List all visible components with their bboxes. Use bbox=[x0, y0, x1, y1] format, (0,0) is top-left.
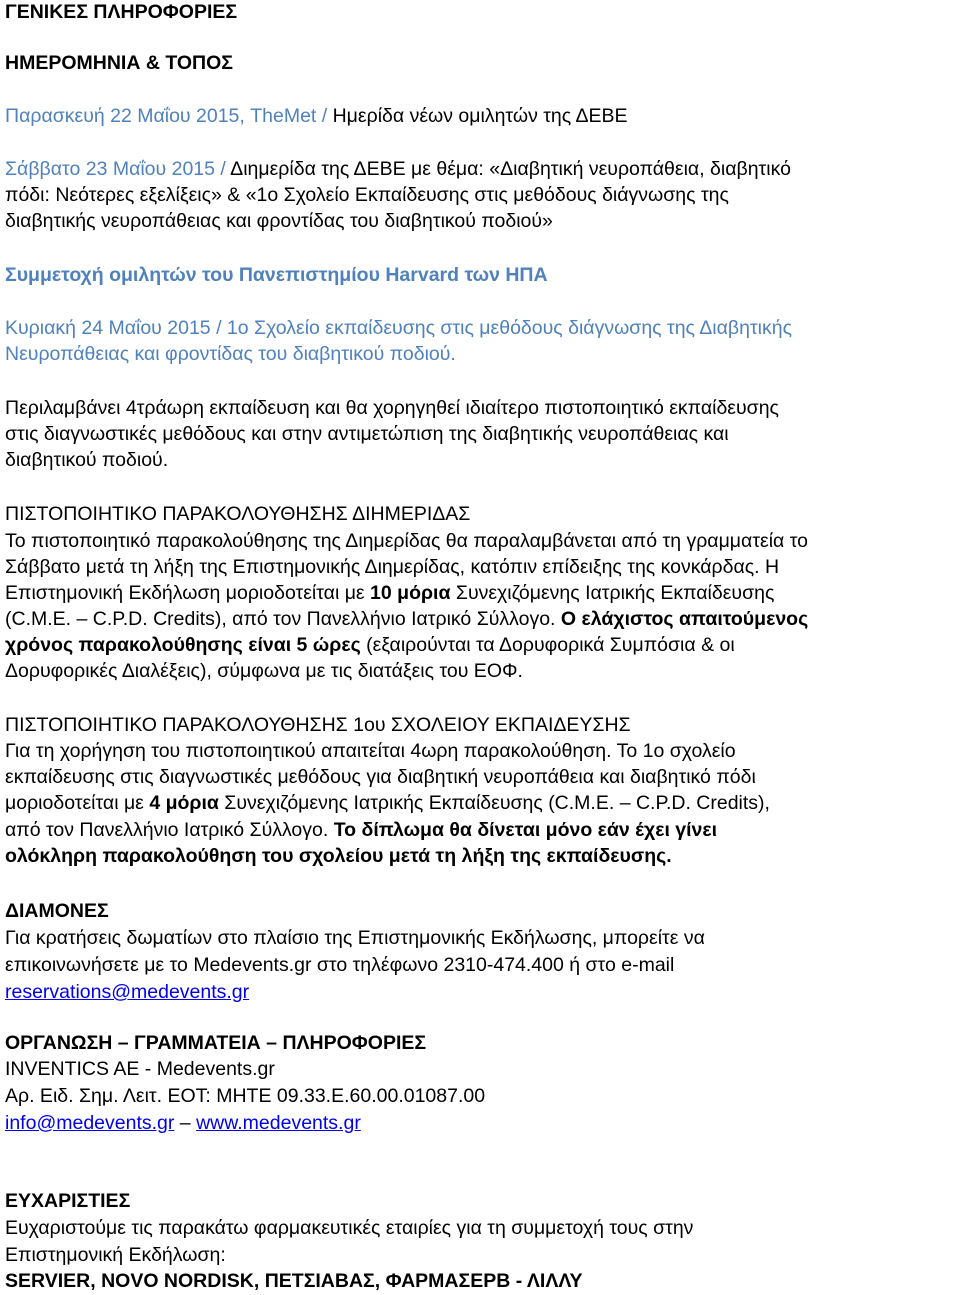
org-company: INVENTICS AE - Medevents.gr bbox=[5, 1058, 275, 1080]
heading-date-place: ΗΜΕΡΟΜΗΝΙΑ & ΤΟΠΟΣ bbox=[5, 52, 234, 74]
info-email-link[interactable]: info@medevents.gr bbox=[5, 1112, 175, 1134]
thanks-line-2: Επιστημονική Εκδήλωση: bbox=[5, 1244, 226, 1266]
stay-line-1: Για κρατήσεις δωματίων στο πλαίσιο της Επιστημονικής Εκδήλωσης, μπορείτε να bbox=[5, 927, 705, 949]
cert-school-line-3: μοριοδοτείται με 4 μόρια Συνεχιζόμενης Ιατρικής Εκπαίδευσης (C.M.E. – C.P.D. Credits), bbox=[5, 792, 770, 814]
includes-line-3: διαβητικού ποδιού. bbox=[5, 449, 169, 471]
cert-two-day-line-2: Σάββατο μετά τη λήξη της Επιστημονικής Διημερίδας, κατόπιν επίδειξης της κονκάρδας. Η bbox=[5, 556, 780, 578]
cert-school-line-2: εκπαίδευσης στις διαγνωστικές μεθόδους για διαβητική νευροπάθεια και διαβητικό πόδι bbox=[5, 766, 756, 788]
cert-two-day-line-3: Επιστημονική Εκδήλωση μοριοδοτείται με 10 μόρια Συνεχιζόμενης Ιατρικής Εκπαίδευσης bbox=[5, 582, 775, 604]
org-contact-line: info@medevents.gr – www.medevents.gr bbox=[5, 1112, 361, 1134]
cert-school-line-4: από τον Πανελλήνιο Ιατρικό Σύλλογο. Το δίπλωμα θα δίνεται μόνο εάν έχει γίνει bbox=[5, 819, 718, 841]
saturday-line-1: Σάββατο 23 Μαΐου 2015 / Διημερίδα της ΔΕΒΕ με θέμα: «Διαβητική νευροπάθεια, διαβητικό bbox=[5, 158, 791, 180]
saturday-line-3: διαβητικής νευροπάθειας και φροντίδας του διαβητικού ποδιού» bbox=[5, 210, 553, 232]
cert-two-day-line-1: Το πιστοποιητικό παρακολούθησης της Διημερίδας θα παραλαμβάνεται από τη γραμματεία το bbox=[5, 530, 809, 552]
cert-two-day-line-6: Δορυφορικές Διαλέξεις), σύμφωνα με τις διατάξεις του ΕΟΦ. bbox=[5, 660, 523, 682]
website-link[interactable]: www.medevents.gr bbox=[196, 1112, 361, 1134]
saturday-line-2: πόδι: Νεότερες εξελίξεις» & «1ο Σχολείο Εκπαίδευσης στις μεθόδους διάγνωσης της bbox=[5, 184, 729, 206]
sponsors-line: SERVIER, NOVO NORDISK, ΠΕΤΣΙΑΒΑΣ, ΦΑΡΜΑΣΕΡΒ - ΛΙΛΛΥ bbox=[5, 1270, 583, 1292]
heading-org: ΟΡΓΑΝΩΣΗ – ΓΡΑΜΜΑΤΕΙΑ – ΠΛΗΡΟΦΟΡΙΕΣ bbox=[5, 1032, 427, 1054]
friday-desc: Ημερίδα νέων ομιλητών της ΔΕΒΕ bbox=[327, 105, 628, 127]
org-license: Αρ. Ειδ. Σημ. Λειτ. ΕΟΤ: ΜΗΤΕ 09.33.Ε.60.00.01087.00 bbox=[5, 1085, 486, 1107]
stay-email-line bbox=[5, 979, 249, 1005]
thanks-line-1: Ευχαριστούμε τις παρακάτω φαρμακευτικές εταιρίες για τη συμμετοχή τους στην bbox=[5, 1217, 694, 1239]
stay-line-2: επικοινωνήσετε με το Medevents.gr στο τηλέφωνο 2310-474.400 ή στο e-mail bbox=[5, 954, 675, 976]
harvard-line: Συμμετοχή ομιλητών του Πανεπιστημίου Harvard των ΗΠΑ bbox=[5, 264, 548, 286]
sunday-line-1: Κυριακή 24 Μαΐου 2015 / 1ο Σχολείο εκπαίδευσης στις μεθόδους διάγνωσης της Διαβητικής bbox=[5, 317, 792, 339]
friday-line bbox=[5, 103, 628, 129]
saturday-date: Σάββατο 23 Μαΐου 2015 / bbox=[5, 158, 226, 180]
includes-line-1: Περιλαμβάνει 4τράωρη εκπαίδευση και θα χορηγηθεί ιδιαίτερο πιστοποιητικό εκπαίδευσης bbox=[5, 397, 779, 419]
heading-thanks: ΕΥΧΑΡΙΣΤΙΕΣ bbox=[5, 1190, 131, 1212]
heading-stay: ΔΙΑΜΟΝΕΣ bbox=[5, 900, 109, 922]
heading-cert-school: ΠΙΣΤΟΠΟΙΗΤΙΚΟ ΠΑΡΑΚΟΛΟΥΘΗΣΗΣ 1ου ΣΧΟΛΕΙΟΥ ΕΚΠΑΙΔΕΥΣΗΣ bbox=[5, 714, 631, 736]
section-title-general: ΓΕΝΙΚΕΣ ΠΛΗΡΟΦΟΡΙΕΣ bbox=[5, 1, 238, 23]
cert-school-line-5: ολόκληρη παρακολούθηση του σχολείου μετά τη λήξη της εκπαίδευσης. bbox=[5, 845, 672, 867]
cert-two-day-line-5: χρόνος παρακολούθησης είναι 5 ώρες (εξαιρούνται τα Δορυφορικά Συμπόσια & οι bbox=[5, 634, 735, 656]
sunday-date: Κυριακή 24 Μαΐου 2015 / bbox=[5, 317, 222, 339]
reservations-email-link[interactable]: reservations@medevents.gr bbox=[5, 981, 250, 1003]
cert-school-line-1: Για τη χορήγηση του πιστοποιητικού απαιτείται 4ωρη παρακολούθηση. Το 1ο σχολείο bbox=[5, 740, 736, 762]
friday-date: Παρασκευή 22 Μαΐου 2015, TheMet / bbox=[5, 105, 328, 127]
sunday-line-2: Νευροπάθειας και φροντίδας του διαβητικού ποδιού. bbox=[5, 343, 456, 365]
includes-line-2: στις διαγνωστικές μεθόδους και στην αντιμετώπιση της διαβητικής νευροπάθειας και bbox=[5, 423, 729, 445]
heading-cert-two-day: ΠΙΣΤΟΠΟΙΗΤΙΚΟ ΠΑΡΑΚΟΛΟΥΘΗΣΗΣ ΔΙΗΜΕΡΙΔΑΣ bbox=[5, 503, 471, 525]
cert-two-day-line-4: (C.M.E. – C.P.D. Credits), από τον Πανελλήνιο Ιατρικό Σύλλογο. Ο ελάχιστος απαιτούμενος bbox=[5, 608, 809, 630]
